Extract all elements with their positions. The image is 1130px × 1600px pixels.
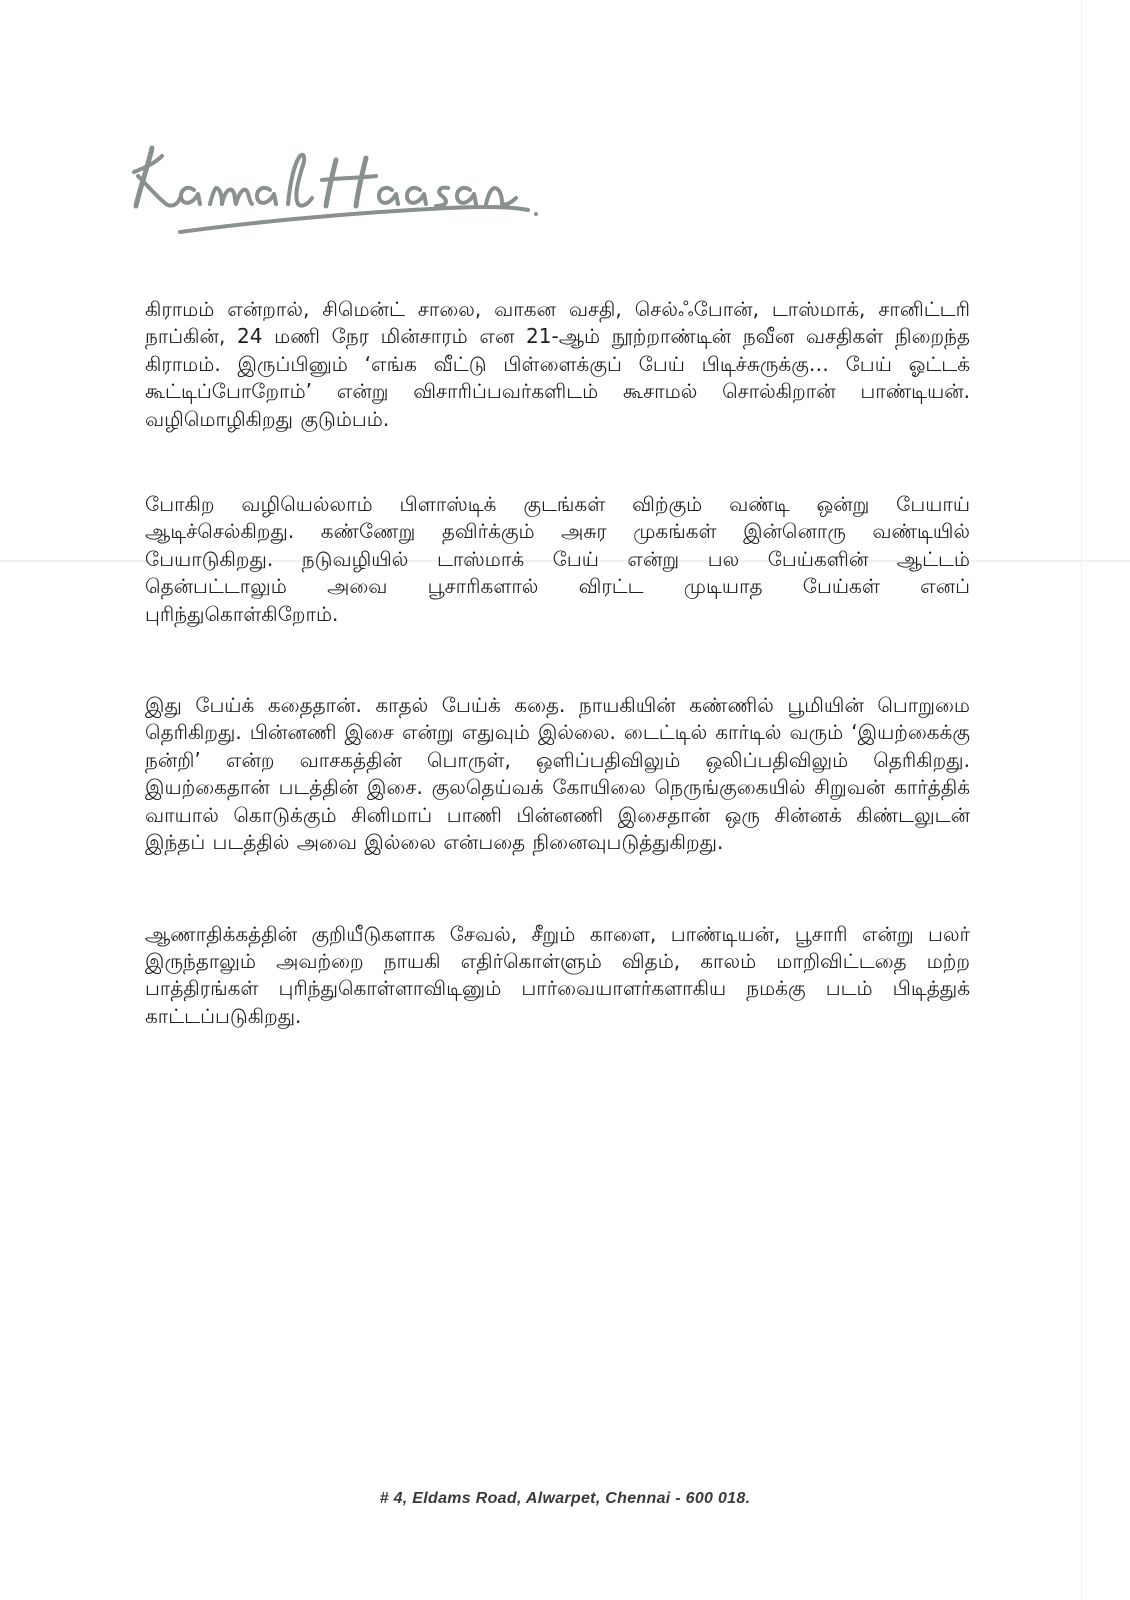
letterhead-signature xyxy=(118,128,558,246)
paragraph-1: கிராமம் என்றால், சிமென்ட் சாலை, வாகன வசதி, செல்ஃபோன், டாஸ்மாக், சானிட்டரி நாப்கின், 24 மணி நேர மின்சாரம் என 21-ஆம் நூற்றாண்டின் நவீன வசதிகள் நிறைந்த கிராமம். இருப்பினும் ‘எங்க வீட்டு பிள்ளைக்குப் பேய் பிடிச்சுருக்கு… பேய் ஓட்டக் கூட்டிப்போறோம்’ என்று விசாரிப்பவர்களிடம் கூசாமல் சொல்கிறான் பாண்டியன். வழிமொழிகிறது குடும்பம். xyxy=(145,297,970,431)
page-edge xyxy=(1081,0,1082,1600)
footer-address: # 4, Eldams Road, Alwarpet, Chennai - 600 018. xyxy=(379,1490,751,1507)
signature-image xyxy=(118,128,558,246)
paragraph-4: ஆணாதிக்கத்தின் குறியீடுகளாக சேவல், சீறும் காளை, பாண்டியன், பூசாரி என்று பலர் இருந்தாலும் அவற்றை நாயகி எதிர்கொள்ளும் விதம், காலம் மாறிவிட்டதை மற்ற பாத்திரங்கள் புரிந்துகொள்ளாவிடினும் பார்வையாளர்களாகிய நமக்கு படம் பிடித்துக் காட்டப்படுகிறது. xyxy=(145,921,970,1028)
paragraph-3: இது பேய்க் கதைதான். காதல் பேய்க் கதை. நாயகியின் கண்ணில் பூமியின் பொறுமை தெரிகிறது. பின்னணி இசை என்று எதுவும் இல்லை. டைட்டில் கார்டில் வரும் ‘இயற்கைக்கு நன்றி’ என்ற வாசகத்தின் பொருள், ஒளிப்பதிவிலும் ஒலிப்பதிவிலும் தெரிகிறது. இயற்கைதான் படத்தின் இசை. குலதெய்வக் கோயிலை நெருங்குகையில் சிறுவன் கார்த்திக் வாயால் கொடுக்கும் சினிமாப் பாணி பின்னணி இசைதான் ஒரு சின்னக் கிண்டலுடன் இந்தப் படத்தில் அவை இல்லை என்பதை நினைவுபடுத்துகிறது. xyxy=(145,693,970,855)
paragraph-2: போகிற வழியெல்லாம் பிளாஸ்டிக் குடங்கள் விற்கும் வண்டி ஒன்று பேயாய் ஆடிச்செல்கிறது. கண்ணேறு தவிர்க்கும் அசுர முகங்கள் இன்னொரு வண்டியில் பேயாடுகிறது. நடுவழியில் டாஸ்மாக் பேய் என்று பல பேய்களின் ஆட்டம் தென்பட்டாலும் அவை பூசாரிகளால் விரட்ட முடியாத பேய்கள் எனப் புரிந்துகொள்கிறோம். xyxy=(145,492,970,626)
letter-body xyxy=(145,296,970,1030)
